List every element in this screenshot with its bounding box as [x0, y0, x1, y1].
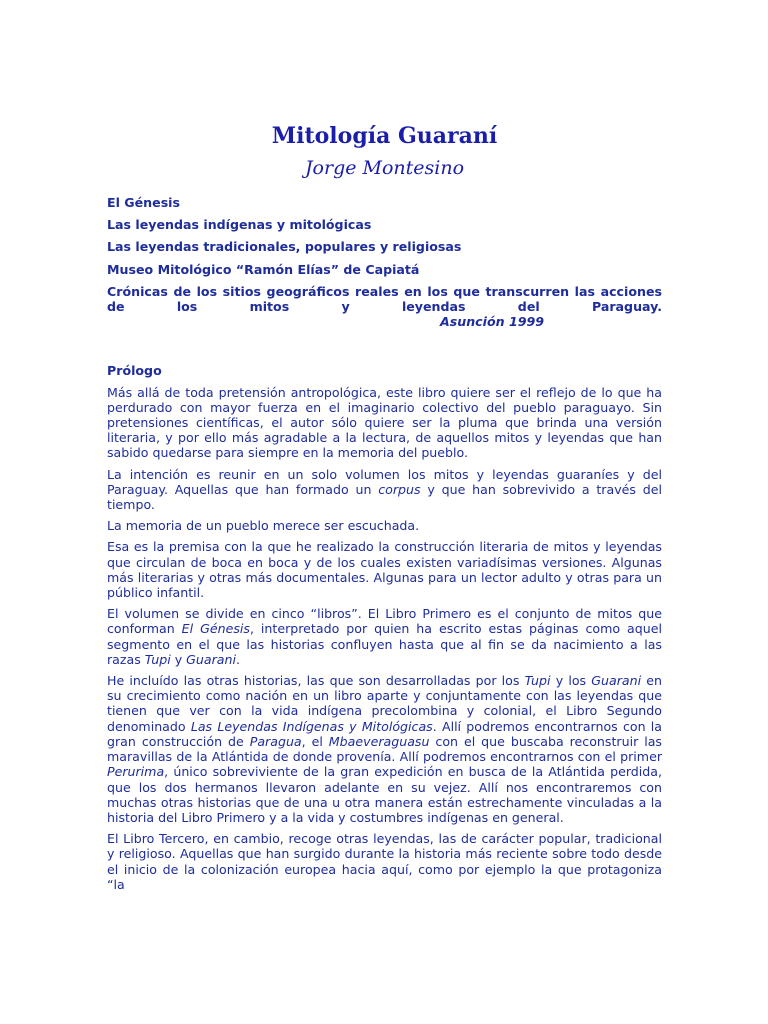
toc-item-leyendas-tradicionales[interactable]: Las leyendas tradicionales, populares y religiosas: [107, 239, 462, 255]
author-name: Jorge Montesino: [304, 157, 465, 179]
place-date: Asunción 1999: [439, 314, 544, 330]
document-title: Mitología Guaraní: [271, 123, 498, 149]
toc-item-genesis[interactable]: El Génesis: [107, 195, 180, 210]
prologo-heading: Prólogo: [107, 363, 162, 379]
toc-item-leyendas-indigenas[interactable]: Las leyendas indígenas y mitológicas: [107, 217, 372, 233]
prologo-paragraph-1: Más allá de toda pretensión antropológica, este libro quiere ser el reflejo de lo que ha perdurado con mayor fuerza en el imaginario colectivo del pueblo paraguayo. Sin pretensiones científicas, el autor sólo quiere ser la pluma que brinda una versión literaria, y por ello más agradable a la lectura, de aquellos mitos y leyendas que han sabido quedarse para siempre en la memoria del pueblo.: [107, 384, 662, 461]
prologo-paragraph-3: La memoria de un pueblo merece ser escuchada.: [107, 518, 420, 534]
document-page: [107, 0, 662, 892]
prologo-paragraph-7: El Libro Tercero, en cambio, recoge otras leyendas, las de carácter popular, tradicional y religioso. Aquellas que han surgido durante la historia más reciente sobre todo desde el inicio de la colonización europea hacia aquí, como por ejemplo la que protagoniza “la: [107, 831, 662, 892]
prologo-paragraph-2: La intención es reunir en un solo volumen los mitos y leyendas guaraníes y del Paraguay. Aquellas que han formado un corpus y que han sobrevivido a través del tiempo.: [107, 466, 662, 513]
toc-item-cronicas[interactable]: Crónicas de los sitios geográficos reales en los que transcurren las acciones de los mitos y leyendas del Paraguay.: [107, 283, 662, 315]
prologo-paragraph-5: El volumen se divide en cinco “libros”. El Libro Primero es el conjunto de mitos que conforman El Génesis, interpretado por quien ha escrito estas páginas como aquel segmento en el que las historias confluyen hasta que al fin se da nacimiento a las razas Tupi y Guarani.: [107, 606, 662, 667]
prologo-paragraph-4: Esa es la premisa con la que he realizado la construcción literaria de mitos y leyendas que circulan de boca en boca y de los cuales existen variadísimas versiones. Algunas más literarias y otras más documentales. Algunas para un lector adulto y otras para un público infantil.: [107, 539, 662, 601]
prologo-paragraph-6: He incluído las otras historias, las que son desarrolladas por los Tupi y los Guarani en su crecimiento como nación en un libro aparte y conjuntamente con las leyendas que tienen que ver con la vida indígena precolombina y colonial, el Libro Segundo denominado Las Leyendas Indígenas y Mitológicas. Allí podremos encontrarnos con la gran construcción de Paragua, el Mbaeveraguasu con el que buscaba reconstruir las maravillas de la Atlántida de donde provenía. Allí podremos encontrarnos con el primer Perurima, único sobreviviente de la gran expedición en busca de la Atlántida perdida, que los dos hermanos llevaron adelante en su vejez. Allí nos encontraremos con muchas otras historias que de una u otra manera están estrechamente vinculadas a la historia del Libro Primero y a la vida y costumbres indígenas en general.: [107, 673, 662, 825]
table-of-contents: [107, 195, 662, 329]
toc-item-museo[interactable]: Museo Mitológico “Ramón Elías” de Capiatá: [107, 261, 420, 277]
